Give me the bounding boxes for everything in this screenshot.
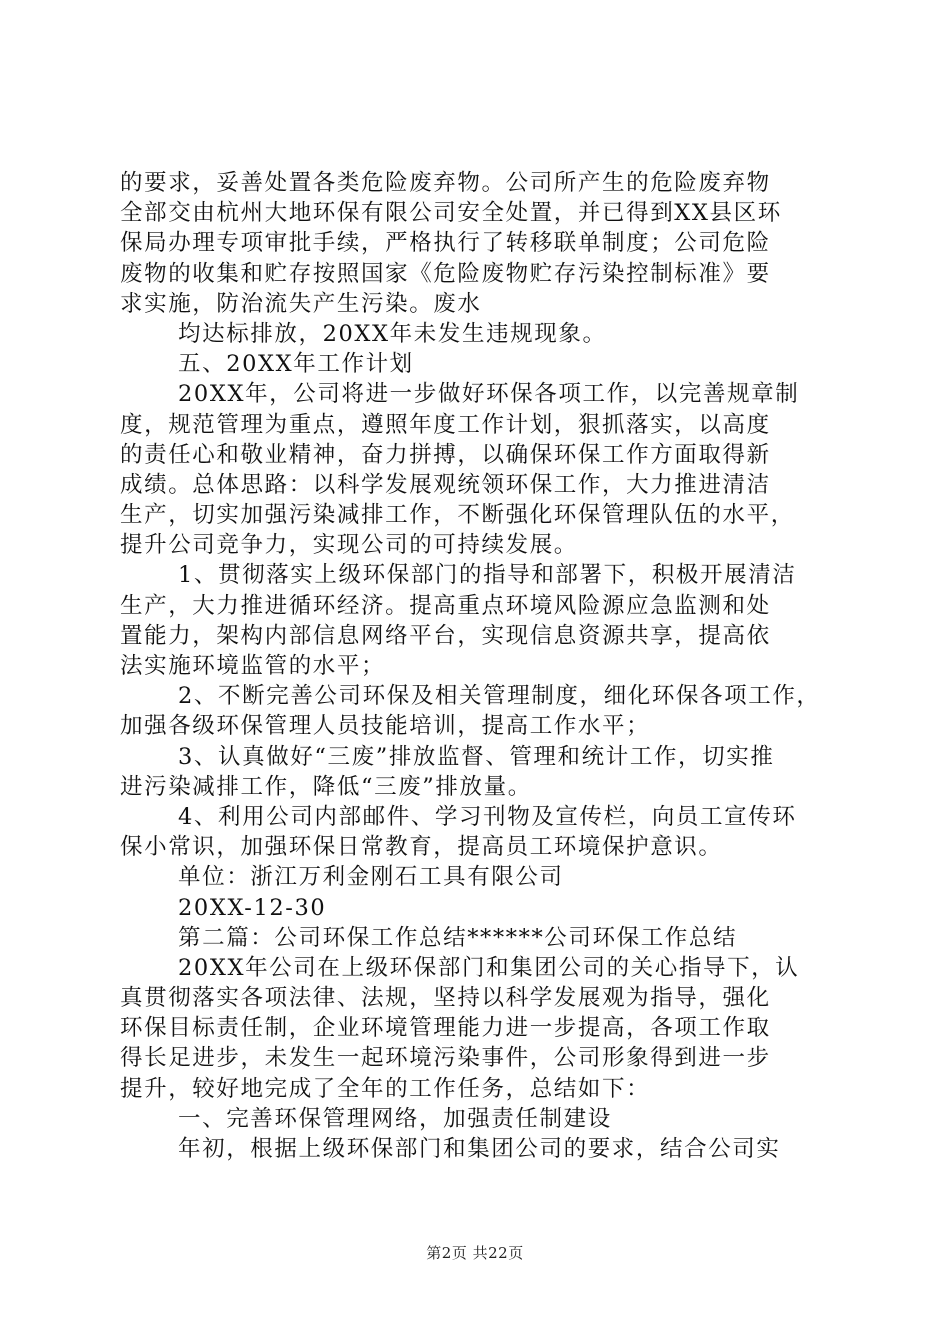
text-line: 年初，根据上级环保部门和集团公司的要求，结合公司实 xyxy=(178,1136,781,1162)
text-line: 均达标排放，20XX年未发生违规现象。 xyxy=(178,320,607,347)
page-footer: 第2页 共22页 xyxy=(426,1244,524,1262)
text-line: 20XX年公司在上级环保部门和集团公司的关心指导下，认 xyxy=(178,954,800,981)
document-body xyxy=(120,168,832,1164)
text-line: 真贯彻落实各项法律、法规，坚持以科学发展观为指导，强化 xyxy=(120,985,771,1012)
text-line: 1、贯彻落实上级环保部门的指导和部署下，积极开展清洁 xyxy=(178,562,797,589)
text-line: 环保目标责任制，企业环境管理能力进一步提高，各项工作取 xyxy=(120,1015,771,1042)
text-line: 置能力，架构内部信息网络平台，实现信息资源共享，提高依 xyxy=(120,622,771,649)
text-line: 五、20XX年工作计划 xyxy=(178,351,414,378)
text-line: 4、利用公司内部邮件、学习刊物及宣传栏，向员工宣传环 xyxy=(178,803,797,830)
text-line: 20XX年，公司将进一步做好环保各项工作，以完善规章制 xyxy=(178,381,800,408)
text-line: 单位：浙江万利金刚石工具有限公司 xyxy=(178,864,564,891)
text-line: 度，规范管理为重点，遵照年度工作计划，狠抓落实，以高度 xyxy=(120,411,771,438)
text-line: 生产，切实加强污染减排工作，不断强化环保管理队伍的水平， xyxy=(120,502,795,529)
text-line: 成绩。总体思路：以科学发展观统领环保工作，大力推进清洁 xyxy=(120,471,771,498)
text-line: 保局办理专项审批手续，严格执行了转移联单制度；公司危险 xyxy=(120,230,771,257)
text-line: 提升，较好地完成了全年的工作任务，总结如下： xyxy=(120,1075,651,1102)
text-line: 废物的收集和贮存按照国家《危险废物贮存污染控制标准》要 xyxy=(120,260,771,287)
text-line: 的要求，妥善处置各类危险废弃物。公司所产生的危险废弃物 xyxy=(120,170,771,196)
text-line: 3、认真做好“三废”排放监督、管理和统计工作，切实推 xyxy=(178,743,775,770)
text-line: 加强各级环保管理人员技能培训，提高工作水平； xyxy=(120,713,651,740)
text-line: 进污染减排工作，降低“三废”排放量。 xyxy=(120,773,532,800)
text-line: 2、不断完善公司环保及相关管理制度，细化环保各项工作， xyxy=(178,683,821,710)
text-line: 求实施，防治流失产生污染。废水 xyxy=(120,290,482,317)
text-line: 全部交由杭州大地环保有限公司安全处置，并已得到XX县区环 xyxy=(120,200,782,227)
text-line: 的责任心和敬业精神，奋力拼搏，以确保环保工作方面取得新 xyxy=(120,441,771,468)
text-line: 得长足进步，未发生一起环境污染事件，公司形象得到进一步 xyxy=(120,1045,771,1072)
text-line: 20XX-12-30 xyxy=(178,894,327,921)
text-line: 一、完善环保管理网络，加强责任制建设 xyxy=(178,1105,612,1132)
text-line: 法实施环境监管的水平； xyxy=(120,653,386,679)
text-line: 保小常识，加强环保日常教育，提高员工环境保护意识。 xyxy=(120,834,723,861)
text-line: 第二篇：公司环保工作总结******公司环保工作总结 xyxy=(178,924,738,951)
text-line: 提升公司竞争力，实现公司的可持续发展。 xyxy=(120,532,578,559)
text-line: 生产，大力推进循环经济。提高重点环境风险源应急监测和处 xyxy=(120,592,771,619)
